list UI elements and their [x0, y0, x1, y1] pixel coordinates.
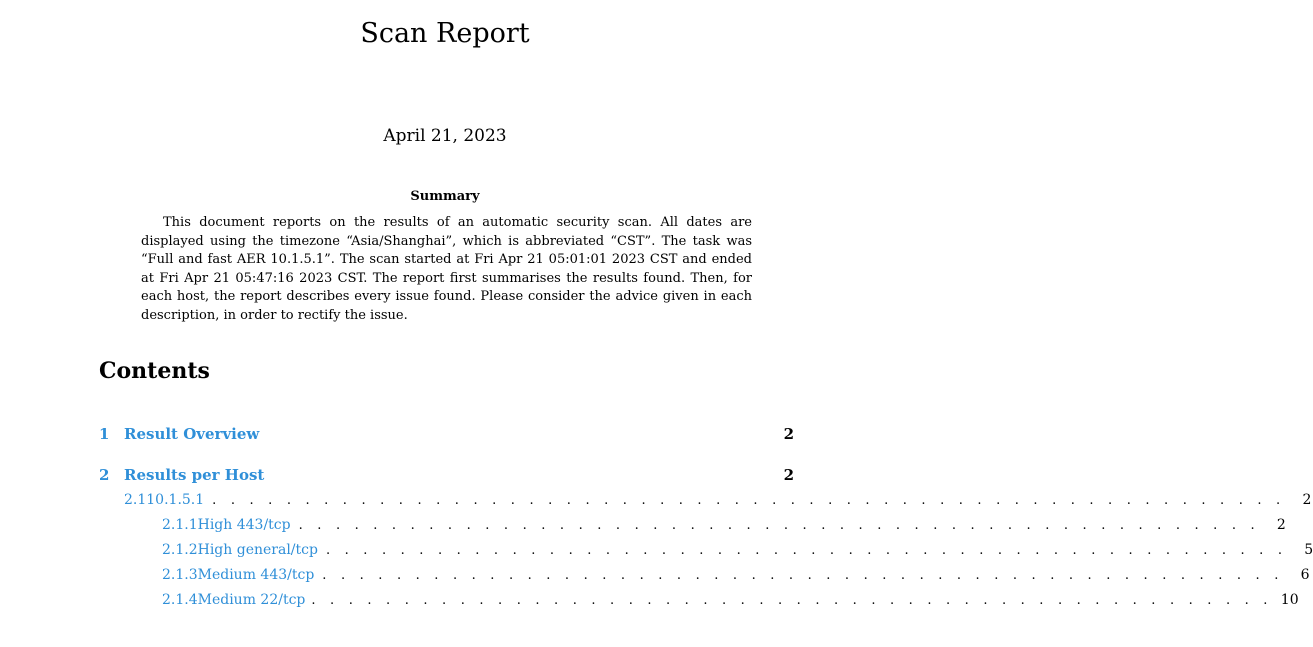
toc-entry-number: 2.1.2 [162, 542, 198, 558]
toc-entry-high-443[interactable] [162, 517, 1286, 533]
contents-heading: Contents [99, 358, 210, 384]
toc-leader-dots: . . . . . . . . . . . . . . . . . . . . . . . . . . . . . . . . . . . . . . . . . . . . . . . . . . . . [311, 593, 1273, 608]
toc-entry-label[interactable]: Medium 443/tcp [197, 567, 315, 583]
toc-entry-number: 2.1 [124, 492, 147, 508]
toc-entry-result-overview[interactable] [99, 425, 794, 443]
toc-entry-number: 2.1.3 [162, 567, 198, 583]
summary-heading: Summary [410, 189, 480, 204]
summary-text: This document reports on the results of an automatic security scan. All dates are displayed using the timezone “Asia/Shanghai”, which is abbreviated “CST”. The task was “Full and fast AER 10.1.5.1”. The scan started at Fri Apr 21 05:01:01 2023 CST and ended at Fri Apr 21 05:47:16 2023 CST. The report first summarises the results found. Then, for each host, the report describes every issue found. Please consider the advice given in each description, in order to rectify the issue. [141, 215, 752, 323]
toc-entry-medium-22[interactable] [162, 592, 1299, 608]
toc-entry-label[interactable]: High 443/tcp [197, 517, 291, 533]
toc-entry-number: 2.1.1 [162, 517, 198, 533]
toc-leader-dots: . . . . . . . . . . . . . . . . . . . . . . . . . . . . . . . . . . . . . . . . . . . . . . . . . . . . . . . . . . [212, 493, 1286, 508]
toc-entry-page: 6 [1300, 567, 1310, 583]
toc-entry-page: 2 [783, 425, 794, 443]
toc-entry-results-per-host[interactable] [99, 466, 794, 484]
page-title: Scan Report [360, 18, 530, 49]
toc-entry-number: 2 [99, 466, 110, 484]
toc-entry-high-general[interactable] [162, 542, 1313, 558]
toc-leader-dots: . . . . . . . . . . . . . . . . . . . . . . . . . . . . . . . . . . . . . . . . . . . . . . . . . . . . [322, 568, 1284, 583]
toc-leader-dots: . . . . . . . . . . . . . . . . . . . . . . . . . . . . . . . . . . . . . . . . . . . . . . . . . . . . [298, 518, 1260, 533]
toc-entry-host[interactable] [124, 492, 1312, 508]
toc-entry-label[interactable]: Results per Host [124, 466, 265, 484]
toc-leader-dots: . . . . . . . . . . . . . . . . . . . . . . . . . . . . . . . . . . . . . . . . . . . . . . . . . . . . [325, 543, 1288, 558]
toc-entry-label[interactable]: 10.1.5.1 [146, 492, 205, 508]
toc-entry-number: 2.1.4 [162, 592, 198, 608]
toc-entry-page: 5 [1304, 542, 1313, 558]
toc-entry-page: 2 [783, 466, 794, 484]
toc-entry-page: 2 [1302, 492, 1312, 508]
toc-entry-page: 10 [1280, 592, 1299, 608]
report-date: April 21, 2023 [383, 126, 507, 146]
toc-entry-page: 2 [1276, 517, 1286, 533]
toc-entry-number: 1 [99, 425, 110, 443]
toc-entry-label[interactable]: Medium 22/tcp [197, 592, 306, 608]
toc-entry-label[interactable]: Result Overview [124, 425, 260, 443]
toc-entry-medium-443[interactable] [162, 567, 1310, 583]
toc-entry-label[interactable]: High general/tcp [197, 542, 318, 558]
